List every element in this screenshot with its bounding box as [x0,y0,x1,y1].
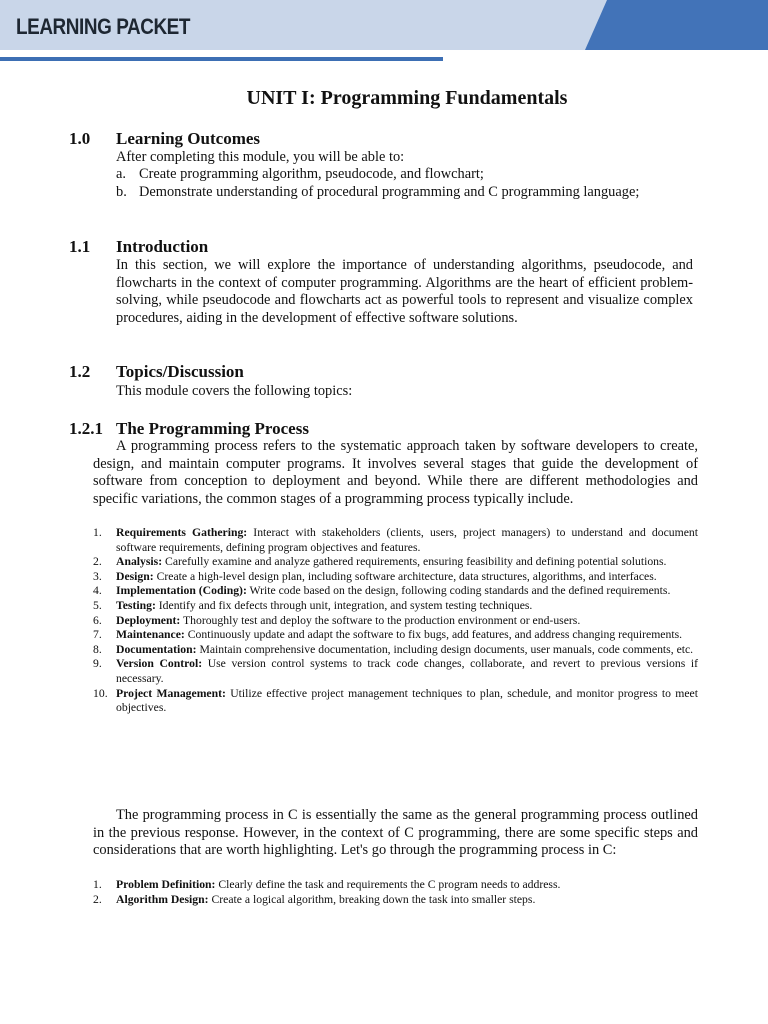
section-title-topics-discussion: Topics/Discussion [116,362,244,381]
list-item [93,893,698,908]
list-marker: 6. [93,613,102,627]
list-marker: 7. [93,628,102,642]
banner-accent-shape [585,0,768,50]
list-item [93,628,698,643]
list-item-term: Design: [116,569,154,583]
list-item [93,570,698,585]
list-item-text: Interact with stakeholders (clients, users, project managers) to understand and document software requirements, defining program objectives and features. [116,526,698,554]
section-number-1-1: 1.1 [69,237,91,256]
list-item [93,878,698,893]
list-marker: 4. [93,584,102,598]
list-marker: 5. [93,598,102,612]
list-item [93,614,698,629]
list-item-term: Testing: [116,598,156,612]
section-number-1-2: 1.2 [69,362,91,381]
list-marker: 2. [93,892,102,906]
list-item-term: Problem Definition: [116,878,216,891]
section-title-introduction: Introduction [116,237,209,256]
list-item [116,184,693,202]
list-item-text: Carefully examine and analyze gathered requirements, ensuring feasibility and defining potential solutions. [162,555,667,569]
list-item-text: Maintain comprehensive documentation, including design documents, user manuals, code comments, etc. [196,642,694,656]
list-item [93,657,698,686]
list-item-text: Create programming algorithm, pseudocode, and flowchart; [139,166,484,182]
list-marker: 3. [93,569,102,583]
banner-title: LEARNING PACKET [16,14,191,39]
list-item-text: Thoroughly test and deploy the software to the production environment or end-users. [180,613,581,627]
list-marker: 1. [93,878,102,891]
section-title-learning-outcomes: Learning Outcomes [116,129,261,148]
list-item-text: Continuously update and adapt the software to fix bugs, add features, and address changing requirements. [184,628,683,642]
list-marker: a. [116,166,126,182]
list-item [93,687,698,716]
list-item-text: Identify and fix defects through unit, integration, and system testing techniques. [155,598,533,612]
list-item-term: Documentation: [116,642,197,656]
c-process-steps-list [93,878,698,907]
list-marker: b. [116,183,127,200]
list-item-term: Version Control: [116,657,203,671]
list-item [93,526,698,555]
list-item-text: Utilize effective project management techniques to plan, schedule, and monitor progress to meet objectives. [116,686,698,715]
section-number-1-0: 1.0 [69,129,91,148]
list-marker: 9. [93,657,102,671]
list-marker: 2. [93,555,102,569]
list-item [116,166,693,184]
list-item-text: Create a logical algorithm, breaking down the task into smaller steps. [208,892,536,906]
banner-underline [0,57,443,61]
list-marker: 10. [93,686,108,700]
list-marker: 1. [93,526,102,539]
list-item [93,643,698,658]
programming-stages-list [93,526,698,716]
list-item [93,599,698,614]
list-item-term: Requirements Gathering: [116,526,248,539]
list-item-text: Clearly define the task and requirements the C program needs to address. [215,878,561,891]
list-item [93,555,698,570]
list-marker: 8. [93,642,102,656]
section-number-1-2-1: 1.2.1 [69,419,103,438]
learning-outcomes-intro: After completing this module, you will be able to: [116,149,405,165]
unit-title: UNIT I: Programming Fundamentals [246,87,568,109]
section-title-programming-process: The Programming Process [116,419,309,438]
list-item-text: Create a high-level design plan, including software architecture, data structures, algorithms, and interfaces. [153,569,657,583]
introduction-paragraph: In this section, we will explore the importance of understanding algorithms, pseudocode, and flowcharts in the context of computer programming. Algorithms are the heart of efficient problem-solving, while pseudocode and flowcharts act as powerful tools to represent and visualize complex procedures, aiding in the development of effective software solutions. [116,257,693,326]
list-item-term: Analysis: [116,555,163,569]
list-item-text: Use version control systems to track code changes, collaborate, and revert to previous versions if necessary. [116,657,698,685]
list-item-term: Maintenance: [116,628,185,642]
list-item-term: Project Management: [116,686,226,700]
c-programming-paragraph: The programming process in C is essentially the same as the general programming process outlined in the previous response. However, in the context of C programming, there are some specific steps and considerations that are worth highlighting. Let's go through the programming process in C: [93,807,698,858]
header-banner [0,0,768,64]
list-item-text: Write code based on the design, following coding standards and the defined requirements. [246,584,671,598]
list-item-term: Implementation (Coding): [116,584,247,598]
learning-outcomes-list [116,166,693,201]
list-item-text: Demonstrate understanding of procedural programming and C programming language; [139,183,640,200]
list-item [93,584,698,599]
programming-process-paragraph: A programming process refers to the systematic approach taken by software developers to create, design, and maintain computer programs. It involves several stages that guide the development of software from conception to deployment and beyond. While there are different methodologies and specific variations, the common stages of a programming process typically include. [93,438,698,507]
list-item-term: Algorithm Design: [116,892,209,906]
list-item-term: Deployment: [116,613,181,627]
topics-intro: This module covers the following topics: [116,383,353,399]
